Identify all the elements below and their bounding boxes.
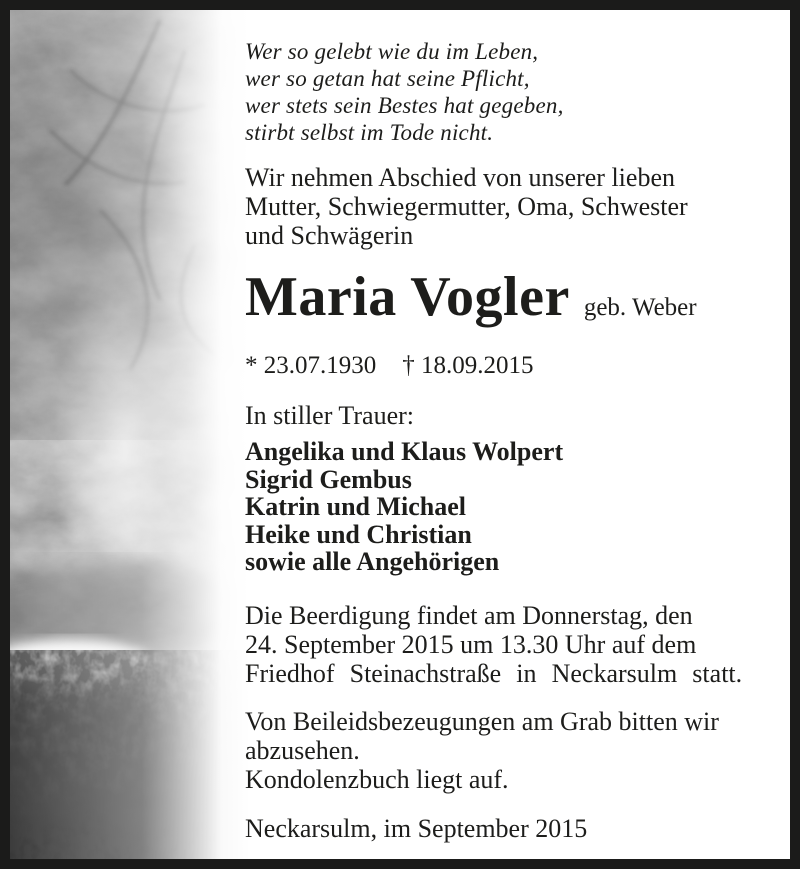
- forest-photo: [10, 10, 250, 859]
- mourner-name: Sigrid Gembus: [245, 464, 412, 494]
- memorial-poem: [245, 38, 773, 146]
- farewell-line: und Schwägerin: [245, 221, 414, 250]
- condolence-line: Von Beileidsbezeugungen am Grab bitten wir: [245, 706, 719, 736]
- mourner-name: Angelika und Klaus Wolpert: [245, 437, 564, 466]
- mourner-name: sowie alle Angehörigen: [245, 547, 500, 576]
- funeral-line: Die Beerdigung findet am Donnerstag, den: [245, 600, 693, 630]
- funeral-info: [245, 601, 773, 688]
- death-date: † 18.09.2015: [402, 352, 534, 379]
- birth-date: * 23.07.1930: [245, 352, 377, 379]
- life-dates: [245, 352, 773, 380]
- mourning-heading: In stiller Trauer:: [245, 401, 414, 430]
- farewell-line: Wir nehmen Abschied von unserer lieben: [245, 163, 675, 192]
- obituary-card: [10, 10, 790, 859]
- deceased-name-line: [245, 268, 773, 340]
- funeral-line: 24. September 2015 um 13.30 Uhr auf dem: [245, 629, 697, 659]
- farewell-text: [245, 163, 773, 250]
- mourner-name: Katrin und Michael: [245, 492, 467, 521]
- mourners-list: [245, 438, 773, 576]
- condolence-line: abzusehen.: [245, 735, 360, 765]
- poem-line: stirbt selbst im Tode nicht.: [245, 120, 494, 145]
- funeral-line: Friedhof Steinachstraße in Neckarsulm statt.: [245, 658, 743, 688]
- condolence-info: [245, 707, 773, 794]
- obituary-text-column: [245, 10, 773, 859]
- poem-line: Wer so gelebt wie du im Leben,: [245, 39, 539, 64]
- poem-line: wer so getan hat seine Pflicht,: [245, 66, 530, 91]
- poem-line: wer stets sein Bestes hat gegeben,: [245, 93, 564, 118]
- closing-line: Neckarsulm, im September 2015: [245, 813, 588, 843]
- farewell-line: Mutter, Schwiegermutter, Oma, Schwester: [245, 192, 688, 221]
- deceased-name: Maria Vogler: [245, 266, 570, 328]
- maiden-name: geb. Weber: [583, 294, 697, 321]
- condolence-line: Kondolenzbuch liegt auf.: [245, 764, 509, 794]
- forest-photo-graphic: [10, 10, 250, 859]
- mourner-name: Heike und Christian: [245, 519, 472, 549]
